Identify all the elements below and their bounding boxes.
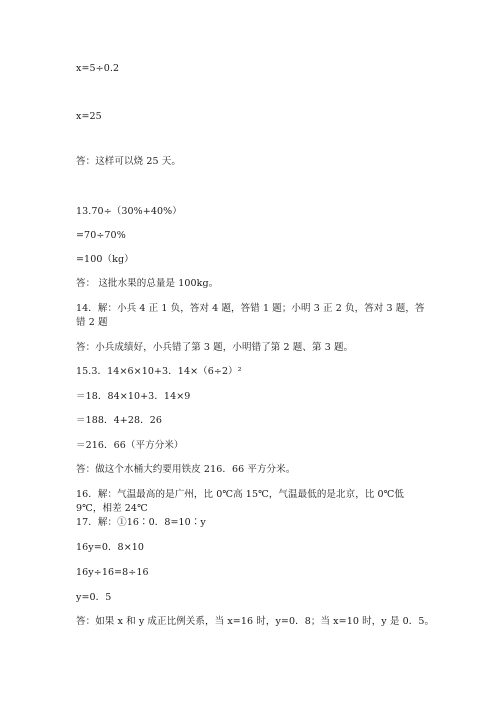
text-line: ＝188．4+28．26	[76, 415, 163, 426]
text-paragraph: 16．解：气温最高的是广州，比 0℃高 15℃，气温最低的是北京，比 0℃低 9℃，相差 24℃	[76, 489, 405, 514]
text-line: 13.70÷（30%+40%）	[76, 206, 182, 217]
text-line: 答：小兵成绩好，小兵错了第 3 题，小明错了第 2 题、第 3 题。	[76, 342, 354, 353]
text-line: ＝216．66（平方分米）	[76, 440, 184, 451]
text-line: 16y=0．8×10	[76, 542, 145, 553]
text-line: =100（kg）	[76, 254, 134, 265]
text-line: 17．解：①16∶0．8=10∶y	[76, 517, 206, 528]
text-line: =70÷70%	[76, 230, 126, 241]
text-line: 答：做这个水桶大约要用铁皮 216．66 平方分米。	[76, 464, 296, 475]
text-line: 答：这样可以烧 25 天。	[76, 156, 181, 167]
text-line: 答： 这批水果的总量是 100kg。	[76, 278, 219, 289]
text-paragraph: 14．解：小兵 4 正 1 负，答对 4 题，答错 1 题；小明 3 正 2 负，答对 3 题，答错 2 题	[76, 303, 425, 328]
text-line: x=25	[76, 111, 102, 122]
text-line: y=0．5	[76, 592, 112, 603]
text-line: 15.3．14×6×10+3．14×（6÷2）²	[76, 366, 242, 377]
text-line: ＝18．84×10+3．14×9	[76, 391, 191, 402]
text-line: x=5÷0.2	[76, 63, 120, 74]
text-line: 答：如果 x 和 y 成正比例关系，当 x=16 时，y=0．8；当 x=10 时，y 是 0．5。	[76, 616, 435, 627]
text-line: 16y÷16=8÷16	[76, 567, 149, 578]
